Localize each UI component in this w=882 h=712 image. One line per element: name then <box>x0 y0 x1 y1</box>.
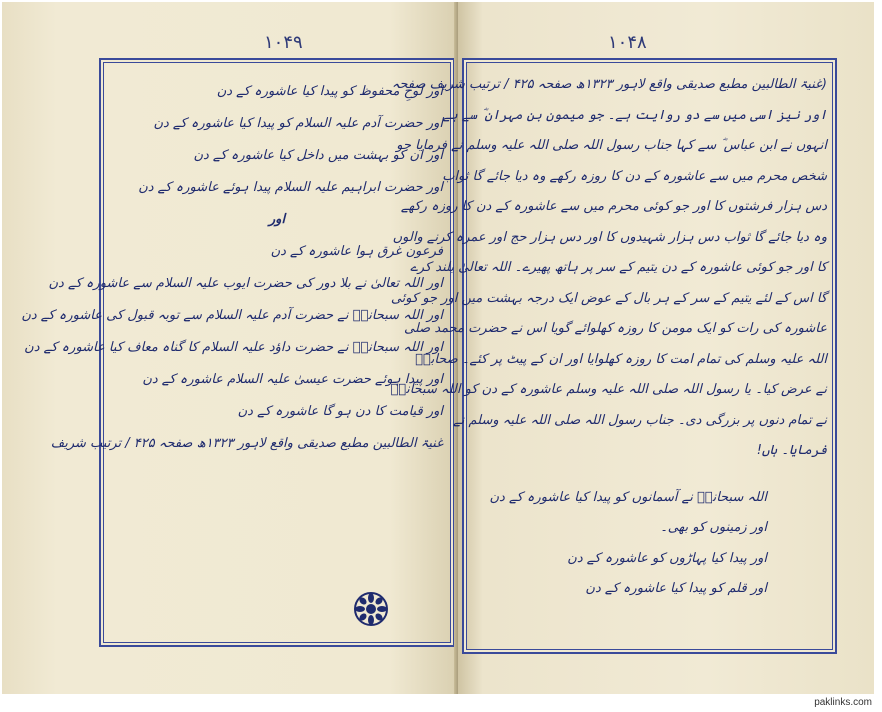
left-page-number: ۱۰۴۹ <box>264 32 303 53</box>
right-page-number: ۱۰۴۸ <box>608 32 647 53</box>
text-line: اور ان کو بہشت میں داخل کیا عاشورہ کے دن <box>193 148 443 163</box>
text-line: شخص محرم میں سے عاشورہ کے دن کا روزہ رکھے وہ دیا جائے گا ثواب <box>442 168 827 184</box>
text-line: نے عرض کیا۔ یا رسول اللہ صلی اللہ علیہ وسلم عاشورہ کے دن کو اللہ سبحانہٗ <box>390 382 827 397</box>
right-page-frame <box>390 58 837 654</box>
text-line: اور اللہ سبحانہٗ نے حضرت داؤد علیہ السلام کا گناہ معاف کیا عاشورہ کے دن <box>24 340 443 355</box>
citation: غنیۃ الطالبین مطبع صدیقی واقع لاہور ۱۳۲۳ھ صفحہ ۴۲۵ / ترتیب شریف <box>50 436 443 451</box>
poem-line: اور زمینوں کو بھی۔ <box>660 520 767 535</box>
poem-line: اور قلم کو پیدا کیا عاشورہ کے دن <box>585 581 767 596</box>
text-line: اور قیامت کا دن ہو گا عاشورہ کے دن <box>237 404 443 419</box>
section-heading: اور <box>268 212 286 227</box>
text-line: اور اللہ تعالیٰ نے بلا دور کی حضرت ایوب علیہ السلام سے عاشورہ کے دن <box>48 276 443 291</box>
poem-line: اللہ سبحانہٗ نے آسمانوں کو پیدا کیا عاشورہ کے دن <box>489 489 767 505</box>
text-line: وہ دیا جائے گا ثواب دس ہزار شہیدوں کا اور دس ہزار حج اور عمرہ کرنے والوں <box>392 229 827 245</box>
text-line: گا اس کے لئے یتیم کے سر کے ہر بال کے عوض ایک درجہ بہشت میں اور جو کوئی <box>390 290 827 306</box>
citation: (غنیۃ الطالبین مطبع صدیقی واقع لاہور ۱۳۲۳ھ صفحہ ۴۲۵ / ترتیب شریف صفحہ <box>391 77 827 92</box>
left-page <box>2 2 458 694</box>
poem-line: اور پیدا کیا پہاڑوں کو عاشورہ کے دن <box>567 550 767 566</box>
right-page-text <box>390 70 827 605</box>
text-line: اور نیز اسی میں سے دو روایت ہے۔ جو میمون بن مہران ؓ سے ہے <box>442 107 827 123</box>
spacer <box>472 467 827 483</box>
text-line: اللہ علیہ وسلم کی تمام امت کا روزہ کھلوایا اور ان کے پیٹ پر کئے۔ صحابہؓ <box>415 351 827 367</box>
text-line: اور پیدا ہوئے حضرت عیسیٰ علیہ السلام عاشورہ کے دن <box>142 372 443 387</box>
text-line: انہوں نے ابن عباس ؓ سے کہا جناب رسول اللہ صلی اللہ علیہ وسلم نے فرمایا جو <box>396 138 827 153</box>
text-line: فرمایا۔ ہاں! <box>756 443 827 458</box>
text-line: اور اللہ سبحانہٗ نے حضرت آدم علیہ السلام سے توبہ قبول کی عاشورہ کے دن <box>21 308 443 323</box>
text-line: دس ہزار فرشتوں کا اور جو کوئی محرم میں سے عاشورہ کے دن کا روزہ رکھے <box>400 199 827 214</box>
right-page <box>390 2 874 694</box>
rosette-ornament-icon <box>353 591 389 627</box>
book-spread <box>2 2 874 694</box>
text-line: اور حضرت ابراہیم علیہ السلام پیدا ہوئے عاشورہ کے دن <box>138 180 443 195</box>
text-line: فرعون غرق ہوا عاشورہ کے دن <box>270 244 443 259</box>
text-line: کا اور جو کوئی عاشورہ کے دن یتیم کے سر پر ہاتھ پھیرے۔ اللہ تعالیٰ بلند کرے <box>410 260 827 275</box>
watermark: paklinks.com <box>814 697 872 708</box>
text-line: نے تمام دنوں پر بزرگی دی۔ جناب رسول اللہ صلی اللہ علیہ وسلم نے <box>453 412 827 428</box>
text-line: عاشورہ کی رات کو ایک مومن کا روزہ کھلوائے گویا اس نے حضرت محمد صلی <box>404 321 827 336</box>
text-line: اور حضرت آدم علیہ السلام کو پیدا کیا عاشورہ کے دن <box>153 116 443 131</box>
text-line: اور لوحِ محفوظ کو پیدا کیا عاشورہ کے دن <box>216 84 443 99</box>
